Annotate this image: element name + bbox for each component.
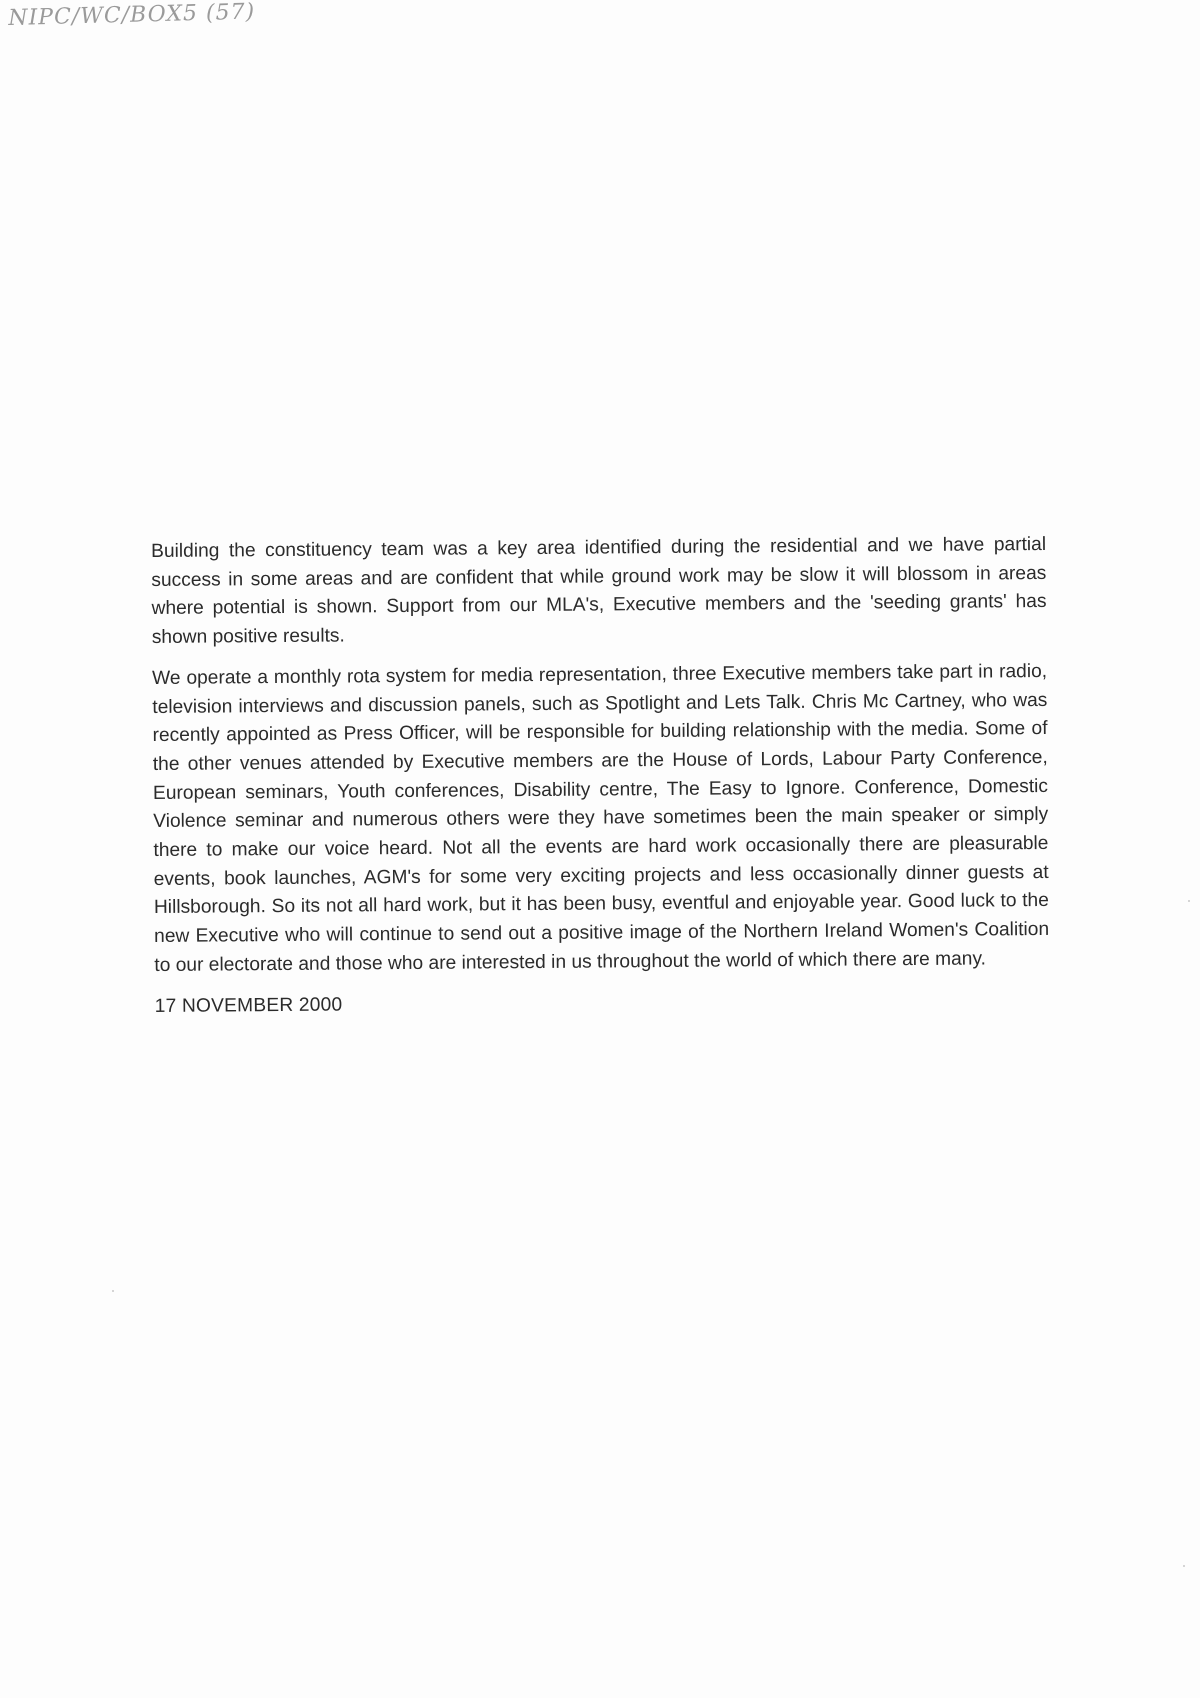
- scan-speck: [1183, 1565, 1185, 1567]
- document-body: [151, 531, 1050, 1021]
- scan-speck: [112, 1290, 114, 1292]
- archive-reference-annotation: NIPC/WC/BOX5 (57): [8, 0, 256, 31]
- document-date: 17 NOVEMBER 2000: [154, 994, 343, 1017]
- paragraph-constituency-team: Building the constituency team was a key area identified during the residential and we have partial success in some areas and are confident that while ground work may be slow it will blossom in areas where potential is shown. Support from our MLA's, Executive members and the 'seeding grants' has shown positive results.: [151, 533, 1047, 649]
- scan-speck: [1188, 900, 1190, 902]
- paragraph-media-representation: We operate a monthly rota system for media representation, three Executive members take part in radio, television interviews and discussion panels, such as Spotlight and Lets Talk. Chris Mc Cartney, who was recently appointed as Press Officer, will be responsible for building relationship with the media. Some of the other venues attended by Executive members are the House of Lords, Labour Party Conference, European seminars, Youth conferences, Disability centre, The Easy to Ignore. Conference, Domestic Violence seminar and numerous others were they have sometimes been the main speaker or simply there to make our voice heard. Not all the events are hard work occasionally there are pleasurable events, book launches, AGM's for some very exciting projects and less occasionally dinner guests at Hillsborough. So its not all hard work, but it has been busy, eventful and enjoyable year. Good luck to the new Executive who will continue to send out a positive image of the Northern Ireland Women's Coalition to our electorate and those who are interested in us throughout the world of which there are many.: [152, 660, 1050, 976]
